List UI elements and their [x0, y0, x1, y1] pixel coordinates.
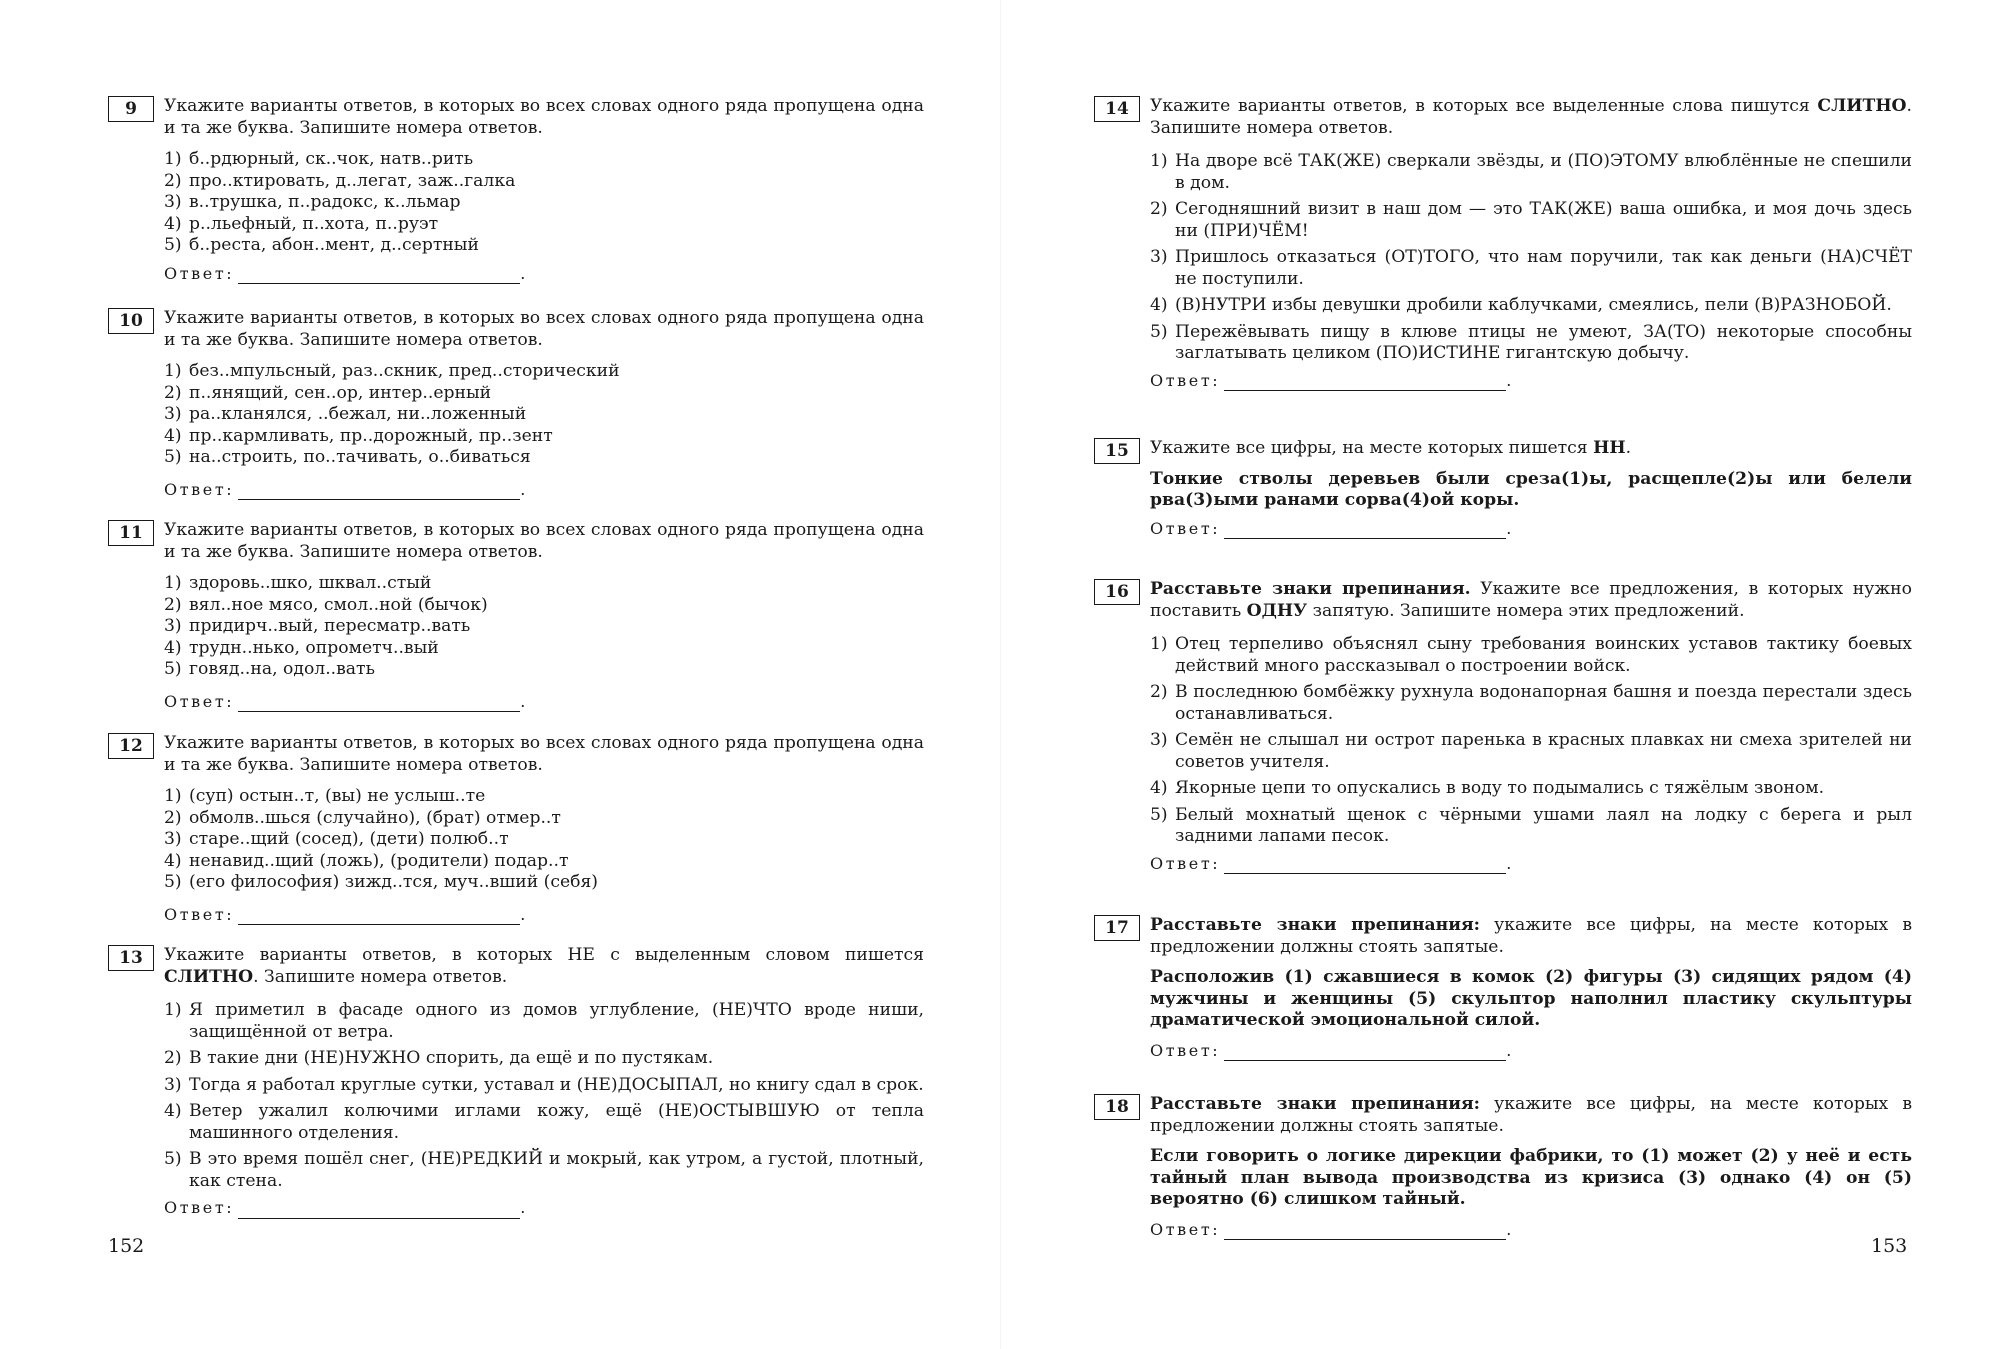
- task-question: Укажите варианты ответов, в которых во всех словах одного ряда пропущена одна и та же буква. Запишите номера ответов.: [164, 520, 924, 562]
- right-page: [1000, 0, 2000, 1349]
- task-question: Укажите варианты ответов, в которых во всех словах одного ряда пропущена одна и та же буква. Запишите номера ответов.: [164, 733, 924, 775]
- option: 4) трудн..нько, опрометч..вый: [164, 637, 439, 658]
- answer-field[interactable]: Ответ: .: [1150, 1219, 1512, 1239]
- option: 4) пр..кармливать, пр..дорожный, пр..зент: [164, 425, 553, 446]
- option: 5) на..строить, по..тачивать, о..биваться: [164, 447, 531, 467]
- task-number: 14: [1094, 96, 1140, 122]
- task-number: 12: [108, 733, 154, 759]
- option: 4) Якорные цепи то опускались в воду то подымались с тяжёлым звоном.: [1150, 778, 1825, 798]
- task-9: [108, 96, 924, 284]
- option: 1) Я приметил в фасаде одного из домов углубление, (НЕ)ЧТО вроде ниши, защищённой от ветра.: [164, 1000, 924, 1042]
- task-number: 17: [1094, 915, 1140, 941]
- task-18: [1094, 1094, 1912, 1240]
- answer-field[interactable]: Ответ: .: [164, 479, 526, 499]
- option: 1) здоровь..шко, шквал..стый: [164, 573, 432, 593]
- task-number: 13: [108, 945, 154, 971]
- task-14: [1094, 96, 1912, 391]
- task-17: [1094, 915, 1912, 1061]
- option: 2) про..ктировать, д..легат, заж..галка: [164, 170, 516, 191]
- task-question: Укажите варианты ответов, в которых все выделенные слова пишутся СЛИТНО. Запишите номера ответов.: [1150, 96, 1912, 138]
- option: 4) ненавид..щий (ложь), (родители) подар..т: [164, 850, 569, 871]
- option: 5) говяд..на, одол..вать: [164, 659, 375, 679]
- task-number: 16: [1094, 579, 1140, 605]
- option: 3) Семён не слышал ни острот паренька в красных плавках ни смеха зрителей ни советов учителя.: [1150, 730, 1912, 772]
- task-10: [108, 308, 924, 500]
- option: 3) придирч..вый, пересматр..вать: [164, 616, 471, 636]
- option: 5) В это время пошёл снег, (НЕ)РЕДКИЙ и мокрый, как утром, а густой, плотный, как стена.: [164, 1149, 924, 1191]
- task-11: [108, 520, 924, 712]
- option: 2) вял..ное мясо, смол..ной (бычок): [164, 594, 488, 615]
- option: 1) (суп) остын..т, (вы) не услыш..те: [164, 786, 486, 806]
- option: 3) Тогда я работал круглые сутки, уставал и (НЕ)ДОСЫПАЛ, но книгу сдал в срок.: [164, 1074, 924, 1095]
- task-question: Укажите все цифры, на месте которых пишется НН.: [1150, 438, 1632, 458]
- task-question: Укажите варианты ответов, в которых во всех словах одного ряда пропущена одна и та же буква. Запишите номера ответов.: [164, 308, 924, 350]
- option: 4) (В)НУТРИ избы девушки дробили каблучками, смеялись, пели (В)РАЗНОБОЙ.: [1150, 295, 1892, 315]
- task-number: 11: [108, 520, 154, 546]
- task-sentence: Расположив (1) сжавшиеся в комок (2) фигуры (3) сидящих рядом (4) мужчины и женщины (5) скульптор наполнил пластику скульптуры драматической эмоциональной силой.: [1150, 967, 1912, 1030]
- option: 3) старе..щий (сосед), (дети) полюб..т: [164, 829, 509, 849]
- option: 5) б..реста, абон..мент, д..сертный: [164, 235, 479, 255]
- task-12: [108, 733, 924, 925]
- option: 3) Пришлось отказаться (ОТ)ТОГО, что нам поручили, так как деньги (НА)СЧЁТ не поступили.: [1150, 247, 1912, 289]
- task-question: Расставьте знаки препинания: укажите все цифры, на месте которых в предложении должны стоять запятые.: [1150, 1094, 1912, 1136]
- task-number: 18: [1094, 1094, 1140, 1120]
- task-question: Укажите варианты ответов, в которых НЕ с выделенным словом пишется СЛИТНО. Запишите номера ответов.: [164, 945, 924, 987]
- option: 2) обмолв..шься (случайно), (брат) отмер..т: [164, 807, 561, 828]
- task-question: Расставьте знаки препинания. Укажите все предложения, в которых нужно поставить ОДНУ запятую. Запишите номера этих предложений.: [1150, 579, 1912, 621]
- answer-field[interactable]: Ответ: .: [1150, 1040, 1512, 1060]
- task-16: [1094, 579, 1912, 874]
- task-question: Расставьте знаки препинания: укажите все цифры, на месте которых в предложении должны стоять запятые.: [1150, 915, 1912, 957]
- page-number: 152: [108, 1235, 145, 1257]
- answer-field[interactable]: Ответ: .: [164, 691, 526, 711]
- option: 3) в..трушка, п..радокс, к..льмар: [164, 192, 461, 212]
- task-15: [1094, 438, 1912, 539]
- option: 2) В последнюю бомбёжку рухнула водонапорная башня и поезда перестали здесь останавливаться.: [1150, 682, 1912, 724]
- option: 2) В такие дни (НЕ)НУЖНО спорить, да ещё и по пустякам.: [164, 1048, 714, 1068]
- option: 4) р..льефный, п..хота, п..руэт: [164, 213, 439, 234]
- option: 1) без..мпульсный, раз..скник, пред..сторический: [164, 361, 620, 381]
- page-number: 153: [1871, 1235, 1908, 1257]
- option: 1) На дворе всё ТАК(ЖЕ) сверкали звёзды, и (ПО)ЭТОМУ влюблённые не спешили в дом.: [1150, 151, 1912, 193]
- task-number: 10: [108, 308, 154, 334]
- option: 3) ра..кланялся, ..бежал, ни..ложенный: [164, 404, 527, 424]
- answer-field[interactable]: Ответ: .: [1150, 370, 1512, 390]
- option: 2) п..янящий, сен..ор, интер..ерный: [164, 382, 492, 403]
- answer-field[interactable]: Ответ: .: [164, 904, 526, 924]
- answer-field[interactable]: Ответ: .: [164, 1198, 526, 1217]
- option: 1) б..рдюрный, ск..чок, натв..рить: [164, 149, 474, 169]
- task-sentence: Тонкие стволы деревьев были среза(1)ы, расщепле(2)ы или белели рва(3)ыми ранами сорва(4)ой коры.: [1150, 468, 1912, 510]
- answer-field[interactable]: Ответ: .: [164, 263, 526, 283]
- task-question: Укажите варианты ответов, в которых во всех словах одного ряда пропущена одна и та же буква. Запишите номера ответов.: [164, 96, 924, 138]
- task-number: 15: [1094, 438, 1140, 464]
- task-number: 9: [108, 96, 154, 122]
- option: 1) Отец терпеливо объяснял сыну требования воинских уставов тактику боевых действий много рассказывал о построении войск.: [1150, 634, 1912, 676]
- option: 5) Пережёвывать пищу в клюве птицы не умеют, ЗА(ТО) некоторые способны заглатывать целиком (ПО)ИСТИНЕ гигантскую добычу.: [1150, 321, 1912, 363]
- option: 4) Ветер ужалил колючими иглами кожу, ещё (НЕ)ОСТЫВШУЮ от тепла машинного отделения.: [164, 1101, 924, 1143]
- answer-field[interactable]: Ответ: .: [1150, 853, 1512, 873]
- answer-field[interactable]: Ответ: .: [1150, 518, 1512, 538]
- option: 2) Сегодняшний визит в наш дом — это ТАК(ЖЕ) ваша ошибка, и моя дочь здесь ни (ПРИ)ЧЁМ!: [1150, 199, 1912, 241]
- task-13: [108, 945, 924, 1219]
- task-sentence: Если говорить о логике дирекции фабрики, то (1) может (2) у неё и есть тайный план вывода производства из кризиса (3) однако (4) он (5) вероятно (6) слишком тайный.: [1150, 1146, 1912, 1209]
- option: 5) Белый мохнатый щенок с чёрными ушами лаял на лодку с берега и рыл задними лапами песок.: [1150, 804, 1912, 846]
- option: 5) (его философия) зижд..тся, муч..вший (себя): [164, 872, 599, 892]
